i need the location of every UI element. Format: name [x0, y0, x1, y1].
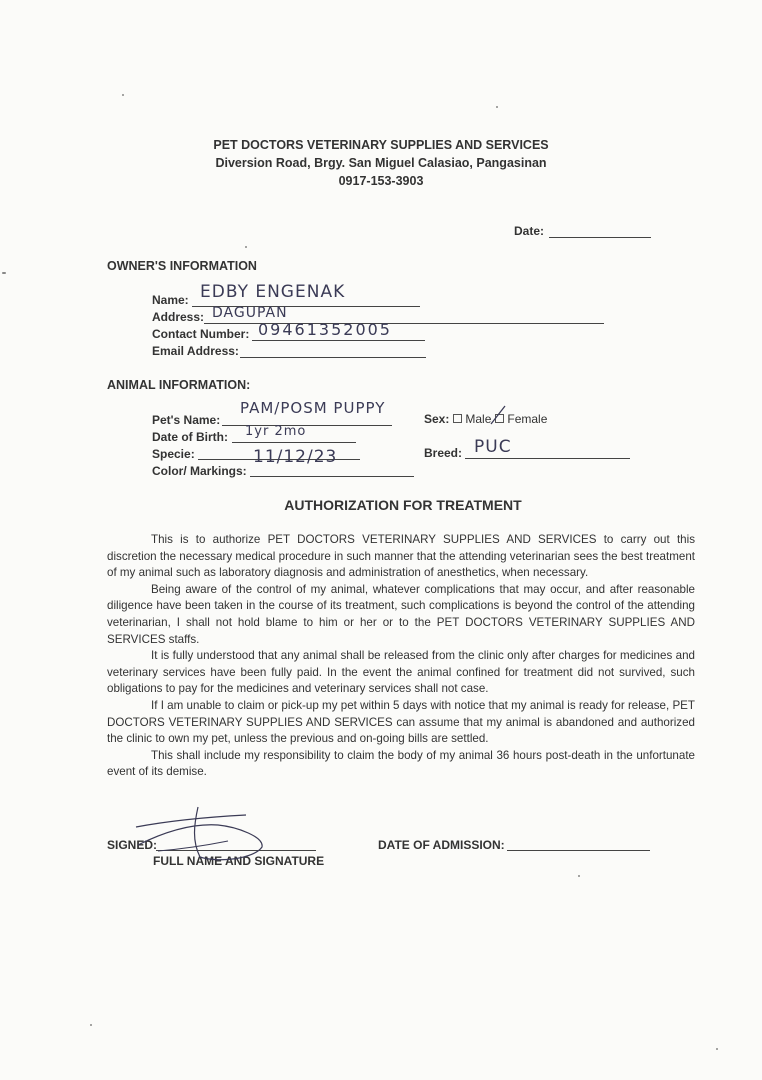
date-of-birth-label: Date of Birth: [152, 430, 228, 444]
authorization-paragraph: Being aware of the control of my animal, whatever complications that may occur, and after reasonable diligence have been taken in the course of its treatment, such complications is beyond the control of the attending veterinarian, I shall not hold blame to him or her or to the PET DOCTORS VETERINARY SUPPLIES AND SERVICES staffs. [107, 582, 695, 646]
color-markings-field[interactable] [250, 476, 414, 477]
scan-speck [496, 106, 498, 108]
date-of-admission-field[interactable] [507, 850, 650, 851]
authorization-body [107, 532, 695, 781]
scan-speck [90, 1024, 92, 1026]
scan-speck [2, 272, 6, 274]
pet-name-handwriting: PAM/POSM PUPPY [240, 399, 386, 417]
color-markings-label: Color/ Markings: [152, 464, 247, 478]
pet-name-label: Pet's Name: [152, 413, 221, 427]
date-of-birth-field[interactable] [232, 442, 356, 443]
sex-label-text: Sex: [424, 412, 450, 426]
owner-address-label: Address: [152, 310, 205, 324]
animal-section-title: ANIMAL INFORMATION: [107, 378, 251, 392]
specie-label: Specie: [152, 447, 195, 461]
clinic-address: Diversion Road, Brgy. San Miguel Calasiao, Pangasinan [215, 156, 547, 170]
email-address-label: Email Address: [152, 344, 239, 358]
authorization-paragraph: This is to authorize PET DOCTORS VETERINARY SUPPLIES AND SERVICES to carry out this discretion the necessary medical procedure in such manner that the attending veterinarian sees the best treatment of my animal such as laboratory diagnosis and administration of anesthetics, when necessary. [107, 533, 695, 580]
breed-field[interactable] [465, 458, 630, 459]
email-address-field[interactable] [240, 357, 426, 358]
breed-handwriting: PUC [474, 437, 512, 457]
date-field[interactable] [549, 237, 651, 238]
scan-speck [122, 94, 124, 96]
handwritten-signature [128, 805, 278, 865]
female-option-label: Female [507, 412, 548, 426]
female-check-mark [488, 404, 508, 428]
date-of-admission-label: DATE OF ADMISSION: [378, 838, 505, 852]
date-label: Date: [514, 224, 545, 238]
scan-speck [578, 875, 580, 877]
sex-label [424, 412, 547, 426]
contact-number-handwriting: 09461352005 [258, 320, 392, 339]
contact-number-label: Contact Number: [152, 327, 250, 341]
authorization-paragraph: It is fully understood that any animal shall be released from the clinic only after charges for medicines and veterinary services have been fully paid. In the event the animal confined for treatment did not survived, such obligations to pay for the medicines and veterinary services shall not case. [107, 649, 695, 696]
signed-label: SIGNED: [107, 838, 158, 852]
specie-handwriting: 11/12/23 [253, 447, 338, 467]
full-name-signature-label: FULL NAME AND SIGNATURE [153, 854, 325, 868]
scan-speck [716, 1048, 718, 1050]
owner-section-title: OWNER'S INFORMATION [107, 259, 257, 273]
breed-label: Breed: [424, 446, 463, 460]
owner-name-handwriting: EDBY ENGENAK [200, 282, 346, 302]
scan-speck [245, 246, 247, 248]
owner-name-label: Name: [152, 293, 189, 307]
male-checkbox[interactable] [453, 414, 462, 423]
authorization-paragraph: If I am unable to claim or pick-up my pet within 5 days with notice that my animal is ready for release, PET DOCTORS VETERINARY SUPPLIES AND SERVICES can assume that my animal is abandoned and authorized the clinic to own my pet, unless the previous and on-going bills are settled. [107, 698, 695, 746]
owner-address-handwriting: DAGUPAN [212, 305, 288, 321]
clinic-phone: 0917-153-3903 [338, 174, 424, 188]
authorization-paragraph: This shall include my responsibility to claim the body of my animal 36 hours post-death in the unfortunate event of its demise. [107, 748, 695, 779]
clinic-header [0, 136, 762, 190]
male-option-label: Male [465, 412, 492, 426]
clinic-name: PET DOCTORS VETERINARY SUPPLIES AND SERVICES [213, 138, 549, 152]
date-of-birth-handwriting: 1yr 2mo [245, 424, 307, 439]
contact-number-field[interactable] [252, 340, 425, 341]
authorization-title: AUTHORIZATION FOR TREATMENT [284, 497, 522, 513]
